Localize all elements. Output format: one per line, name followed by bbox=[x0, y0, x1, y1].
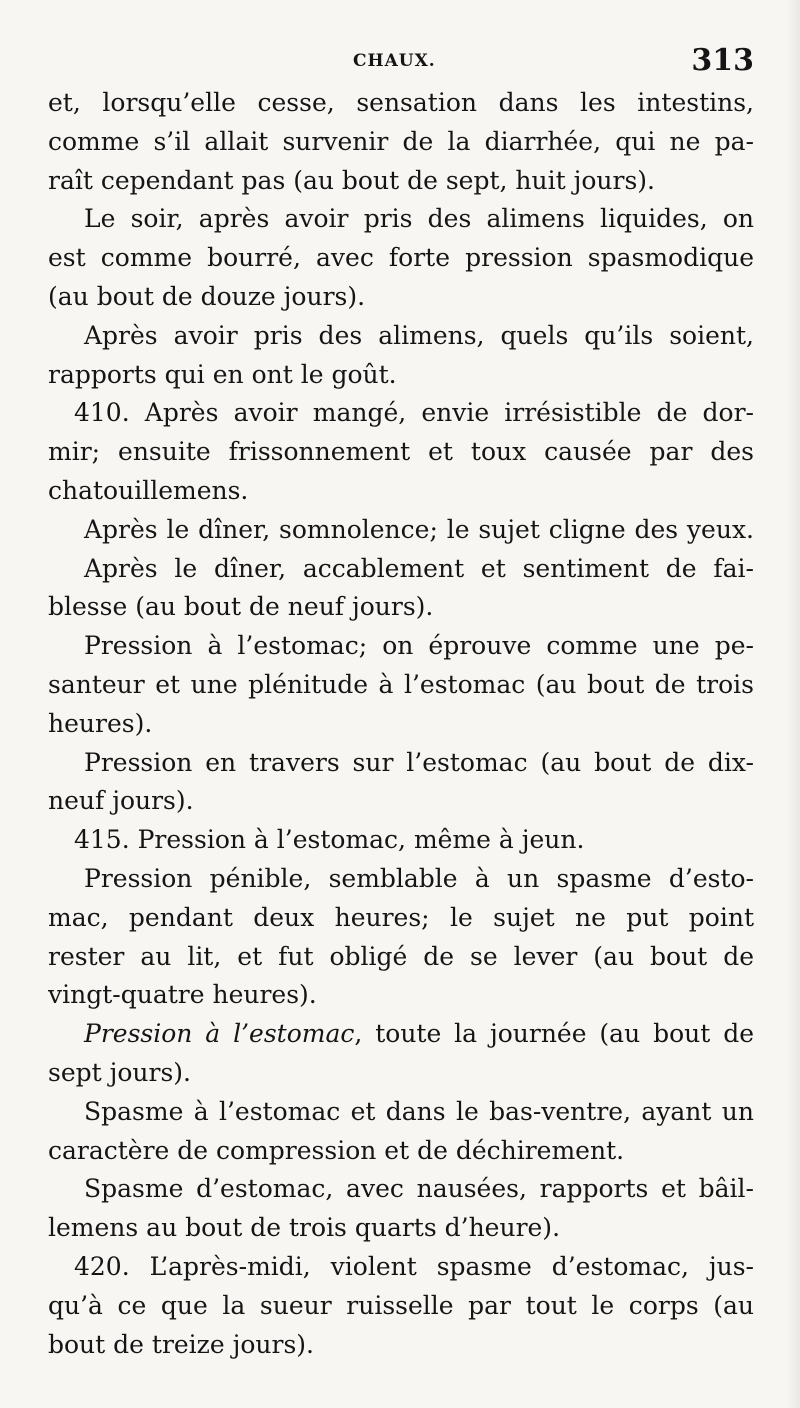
text-line bbox=[48, 1015, 754, 1054]
text-line: neuf jours). bbox=[48, 786, 194, 816]
text-line: Spasme à l’estomac et dans le bas-ventre, ayant un bbox=[84, 1096, 754, 1126]
line-remainder: , toute la journée (au bout de bbox=[354, 1019, 754, 1049]
text-line: caractère de compression et de déchirement. bbox=[48, 1135, 625, 1165]
text-line: Après le dîner, accablement et sentiment de fai- bbox=[84, 553, 754, 583]
page-edge-shadow bbox=[786, 0, 800, 1408]
text-line: sept jours). bbox=[48, 1057, 192, 1087]
text-line: chatouillemens. bbox=[48, 475, 249, 505]
text-line: mac, pendant deux heures; le sujet ne put point bbox=[48, 902, 754, 932]
text-line: (au bout de douze jours). bbox=[48, 281, 366, 311]
text-line: bout de treize jours). bbox=[48, 1329, 314, 1359]
italic-phrase: Pression à l’estomac bbox=[84, 1019, 355, 1049]
text-line: 410. Après avoir mangé, envie irrésistible de dor- bbox=[74, 398, 754, 428]
text-line: comme s’il allait survenir de la diarrhée, qui ne pa- bbox=[48, 126, 754, 156]
text-line: Pression pénible, semblable à un spasme d’esto- bbox=[84, 863, 754, 893]
page-number: 313 bbox=[691, 43, 754, 78]
text-line: rapports qui en ont le goût. bbox=[48, 359, 397, 389]
text-line: vingt-quatre heures). bbox=[48, 980, 317, 1010]
text-line: raît cependant pas (au bout de sept, huit jours). bbox=[48, 165, 655, 195]
text-line: 420. L’après-midi, violent spasme d’estomac, jus- bbox=[74, 1251, 754, 1281]
text-line: mir; ensuite frissonnement et toux causée par des bbox=[48, 437, 754, 467]
text-line: Après avoir pris des alimens, quels qu’ils soient, bbox=[84, 320, 754, 350]
text-line: est comme bourré, avec forte pression spasmodique bbox=[48, 243, 754, 273]
text-line: santeur et une plénitude à l’estomac (au bout de trois bbox=[48, 669, 754, 699]
running-title: CHAUX. bbox=[353, 51, 436, 71]
text-line: Pression à l’estomac; on éprouve comme une pe- bbox=[84, 631, 754, 661]
text-line: 415. Pression à l’estomac, même à jeun. bbox=[74, 825, 585, 855]
text-line: qu’à ce que la sueur ruisselle par tout le corps (au bbox=[48, 1290, 754, 1320]
running-head bbox=[48, 43, 754, 81]
text-line: Après le dîner, somnolence; le sujet cligne des yeux. bbox=[84, 514, 754, 544]
text-line: blesse (au bout de neuf jours). bbox=[48, 592, 434, 622]
text-line: Le soir, après avoir pris des alimens liquides, on bbox=[84, 204, 754, 234]
text-line: et, lorsqu’elle cesse, sensation dans les intestins, bbox=[48, 88, 754, 117]
text-line: lemens au bout de trois quarts d’heure). bbox=[48, 1213, 561, 1243]
body-text bbox=[48, 84, 754, 1364]
text-line: rester au lit, et fut obligé de se lever (au bout de bbox=[48, 941, 754, 971]
text-line: Pression en travers sur l’estomac (au bout de dix- bbox=[84, 747, 754, 777]
text-line: heures). bbox=[48, 708, 153, 738]
text-line: Spasme d’estomac, avec nausées, rapports et bâil- bbox=[84, 1174, 754, 1204]
